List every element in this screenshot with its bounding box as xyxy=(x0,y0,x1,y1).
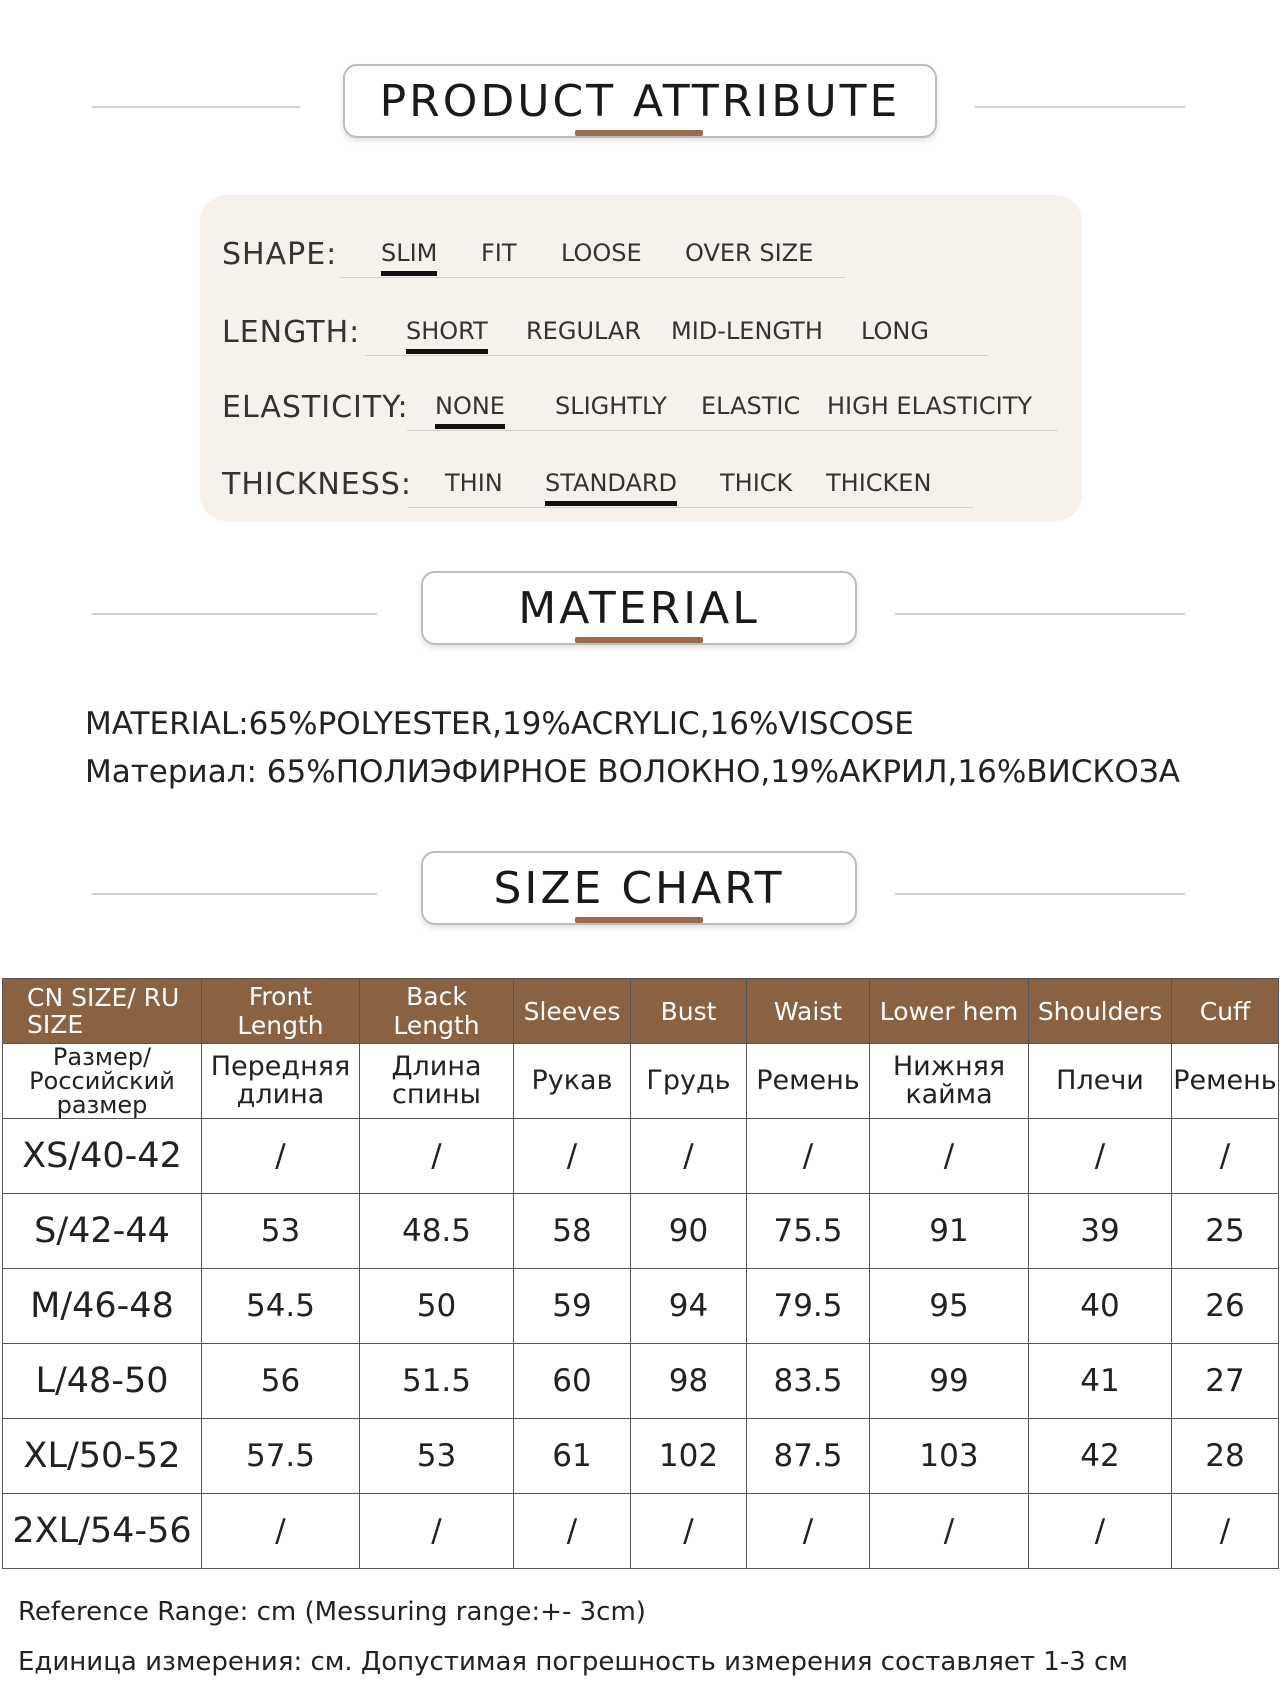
measurement-cell: 87.5 xyxy=(747,1419,870,1494)
column-header: Cuff xyxy=(1172,979,1279,1044)
measurement-cell: / xyxy=(202,1494,360,1569)
attr-row-length xyxy=(200,295,1082,355)
measurement-cell: / xyxy=(360,1119,514,1194)
column-header-ru: Размер/ Российский размер xyxy=(3,1044,202,1119)
attr-row-thickness xyxy=(200,447,1082,507)
measurement-cell: / xyxy=(360,1494,514,1569)
attr-label: THICKNESS: xyxy=(222,467,412,502)
measurement-cell: 98 xyxy=(631,1344,747,1419)
measurement-cell: 51.5 xyxy=(360,1344,514,1419)
attr-option: LOOSE xyxy=(561,239,642,267)
table-row xyxy=(3,1494,1279,1569)
size-chart-table xyxy=(2,978,1279,1569)
material-header xyxy=(0,571,1280,661)
measurement-cell: / xyxy=(747,1119,870,1194)
attr-option: ELASTIC xyxy=(701,392,801,420)
measurement-cell: 59 xyxy=(514,1269,631,1344)
measurement-cell: 99 xyxy=(870,1344,1029,1419)
measurement-cell: / xyxy=(631,1119,747,1194)
attr-underline-rule xyxy=(407,430,1058,431)
title-accent-bar xyxy=(575,130,703,136)
attr-row-elasticity xyxy=(200,370,1082,430)
attr-label: LENGTH: xyxy=(222,315,361,350)
column-header-ru: Передняя длина xyxy=(202,1044,360,1119)
section-title-pill xyxy=(421,571,857,645)
table-row xyxy=(3,1194,1279,1269)
attr-option-selected: SLIM xyxy=(381,239,438,267)
column-header: Sleeves xyxy=(514,979,631,1044)
table-row xyxy=(3,1344,1279,1419)
attr-option: HIGH ELASTICITY xyxy=(827,392,1033,420)
measurement-cell: 60 xyxy=(514,1344,631,1419)
column-header-ru: Ремень xyxy=(1172,1044,1279,1119)
attr-underline-rule xyxy=(408,507,973,508)
column-header: Shoulders xyxy=(1029,979,1172,1044)
header-right-rule xyxy=(895,613,1185,615)
table-row xyxy=(3,1419,1279,1494)
table-header-row-en xyxy=(3,979,1279,1044)
section-title: SIZE CHART xyxy=(493,862,785,914)
attr-option: OVER SIZE xyxy=(685,239,814,267)
measurement-cell: 61 xyxy=(514,1419,631,1494)
measurement-cell: / xyxy=(1029,1494,1172,1569)
measurement-cell: 48.5 xyxy=(360,1194,514,1269)
measurement-cell: 79.5 xyxy=(747,1269,870,1344)
measurement-cell: / xyxy=(631,1494,747,1569)
attr-row-shape xyxy=(200,217,1082,277)
measurement-cell: 27 xyxy=(1172,1344,1279,1419)
reference-note-en: Reference Range: cm (Messuring range:+- 3cm) xyxy=(18,1597,646,1627)
measurement-cell: 95 xyxy=(870,1269,1029,1344)
measurement-cell: 53 xyxy=(202,1194,360,1269)
material-russian: Материал: 65%ПОЛИЭФИРНОЕ ВОЛОКНО,19%АКРИЛ,16%ВИСКОЗА xyxy=(85,754,1180,790)
size-cell: XS/40-42 xyxy=(3,1119,202,1194)
measurement-cell: / xyxy=(1172,1119,1279,1194)
attr-option: MID-LENGTH xyxy=(671,317,823,345)
measurement-cell: / xyxy=(514,1119,631,1194)
table-row xyxy=(3,1119,1279,1194)
column-header: Waist xyxy=(747,979,870,1044)
measurement-cell: 40 xyxy=(1029,1269,1172,1344)
section-title: MATERIAL xyxy=(518,582,760,634)
size-cell: XL/50-52 xyxy=(3,1419,202,1494)
title-accent-bar xyxy=(575,637,703,643)
attr-option: THICK xyxy=(720,469,793,497)
table-header-row-ru xyxy=(3,1044,1279,1119)
attr-option: FIT xyxy=(481,239,517,267)
measurement-cell: 102 xyxy=(631,1419,747,1494)
product-attribute-header xyxy=(0,64,1280,154)
attr-label: SHAPE: xyxy=(222,237,338,272)
attr-option: THIN xyxy=(445,469,503,497)
header-left-rule xyxy=(92,893,377,895)
column-header-ru: Плечи xyxy=(1029,1044,1172,1119)
attr-option-selected: NONE xyxy=(435,392,505,420)
measurement-cell: 50 xyxy=(360,1269,514,1344)
attr-underline-rule xyxy=(365,355,988,356)
measurement-cell: 41 xyxy=(1029,1344,1172,1419)
attr-label: ELASTICITY: xyxy=(222,390,409,425)
column-header-ru: Рукав xyxy=(514,1044,631,1119)
measurement-cell: / xyxy=(1172,1494,1279,1569)
measurement-cell: 94 xyxy=(631,1269,747,1344)
measurement-cell: / xyxy=(870,1494,1029,1569)
measurement-cell: / xyxy=(870,1119,1029,1194)
measurement-cell: 57.5 xyxy=(202,1419,360,1494)
header-left-rule xyxy=(92,613,377,615)
measurement-cell: 90 xyxy=(631,1194,747,1269)
attr-underline-rule xyxy=(340,277,845,278)
material-english: MATERIAL:65%POLYESTER,19%ACRYLIC,16%VISCOSE xyxy=(85,706,914,742)
size-cell: L/48-50 xyxy=(3,1344,202,1419)
column-header: Bust xyxy=(631,979,747,1044)
measurement-cell: 75.5 xyxy=(747,1194,870,1269)
attr-option: SLIGHTLY xyxy=(555,392,667,420)
measurement-cell: 56 xyxy=(202,1344,360,1419)
column-header-ru: Ремень xyxy=(747,1044,870,1119)
measurement-cell: 58 xyxy=(514,1194,631,1269)
reference-note-ru: Единица измерения: см. Допустимая погрешность измерения составляет 1-3 см xyxy=(18,1647,1128,1677)
attr-option: LONG xyxy=(861,317,929,345)
attr-option: THICKEN xyxy=(826,469,932,497)
header-right-rule xyxy=(895,893,1185,895)
measurement-cell: / xyxy=(1029,1119,1172,1194)
attr-option-selected: STANDARD xyxy=(545,469,678,497)
measurement-cell: 54.5 xyxy=(202,1269,360,1344)
measurement-cell: 53 xyxy=(360,1419,514,1494)
measurement-cell: 42 xyxy=(1029,1419,1172,1494)
table-row xyxy=(3,1269,1279,1344)
column-header: Lower hem xyxy=(870,979,1029,1044)
attr-option: REGULAR xyxy=(526,317,642,345)
section-title-pill xyxy=(343,64,937,138)
column-header-ru: Длина спины xyxy=(360,1044,514,1119)
column-header: CN SIZE/ RU SIZE xyxy=(3,979,202,1044)
section-title: PRODUCT ATTRIBUTE xyxy=(379,75,901,127)
attribute-panel xyxy=(200,195,1082,521)
measurement-cell: / xyxy=(202,1119,360,1194)
measurement-cell: / xyxy=(514,1494,631,1569)
header-right-rule xyxy=(975,106,1185,108)
title-accent-bar xyxy=(575,917,703,923)
measurement-cell: 91 xyxy=(870,1194,1029,1269)
column-header: Back Length xyxy=(360,979,514,1044)
measurement-cell: / xyxy=(747,1494,870,1569)
size-cell: 2XL/54-56 xyxy=(3,1494,202,1569)
attr-option-selected: SHORT xyxy=(406,317,488,345)
section-title-pill xyxy=(421,851,857,925)
measurement-cell: 83.5 xyxy=(747,1344,870,1419)
measurement-cell: 103 xyxy=(870,1419,1029,1494)
measurement-cell: 39 xyxy=(1029,1194,1172,1269)
column-header-ru: Нижняя кайма xyxy=(870,1044,1029,1119)
column-header: Front Length xyxy=(202,979,360,1044)
size-cell: S/42-44 xyxy=(3,1194,202,1269)
size-cell: M/46-48 xyxy=(3,1269,202,1344)
column-header-ru: Грудь xyxy=(631,1044,747,1119)
measurement-cell: 26 xyxy=(1172,1269,1279,1344)
header-left-rule xyxy=(92,106,300,108)
size-chart-header xyxy=(0,851,1280,941)
measurement-cell: 25 xyxy=(1172,1194,1279,1269)
measurement-cell: 28 xyxy=(1172,1419,1279,1494)
